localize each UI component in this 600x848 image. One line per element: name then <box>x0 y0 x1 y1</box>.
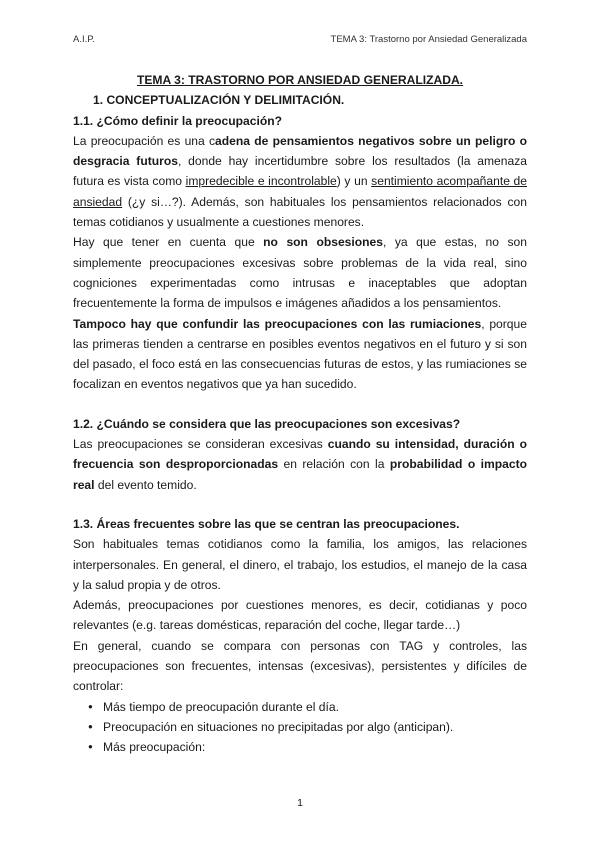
paragraph-minor-issues: Además, preocupaciones por cuestiones menores, es decir, cotidianas y poco relevantes (e.g. tareas domésticas, reparación del coche, llegar tarde…) <box>73 598 527 633</box>
list-item: ● Más tiempo de preocupación durante el día. <box>73 697 527 717</box>
header-right: TEMA 3: Trastorno por Ansiedad Generalizada <box>330 34 527 45</box>
document-title: TEMA 3: TRASTORNO POR ANSIEDAD GENERALIZADA. <box>136 73 464 87</box>
paragraph-excessive: Las preocupaciones se consideran excesivas cuando su intensidad, duración o frecuencia son desproporcionadas en relación con la probabilidad o impacto real del evento temido. <box>73 437 528 492</box>
list-item: ● Preocupación en situaciones no precipitadas por algo (anticipan). <box>73 717 527 737</box>
paragraph-rumination: Tampoco hay que confundir las preocupaciones con las rumiaciones, porque las primeras tienden a centrarse en posibles eventos negativos en el futuro y si son del pasado, el foco está en las consecuencias futuras de estos, y las rumiaciones se focalizan en eventos negativos que ya han sucedido. <box>73 316 527 392</box>
section-heading-1: 1. CONCEPTUALIZACIÓN Y DELIMITACIÓN. <box>93 93 345 108</box>
page-number: 1 <box>297 797 303 809</box>
header-left: A.I.P. <box>73 34 96 45</box>
bullet-list <box>73 697 527 758</box>
section-heading-1-2: 1.2. ¿Cuándo se considera que las preocupaciones son excesivas? <box>73 416 461 431</box>
section-heading-1-1: 1.1. ¿Cómo definir la preocupación? <box>73 113 282 128</box>
paragraph-obsessions: Hay que tener en cuenta que no son obsesiones, ya que estas, no son simplemente preocupaciones excesivas sobre problemas de la vida real, sino cogniciones experimentadas como intrusas e inaceptables que adoptan frecuentemente la forma de impulsos e imágenes añadidos a los pensamientos. <box>73 235 527 311</box>
paragraph-definition: La preocupación es una cadena de pensamientos negativos sobre un peligro o desgracia futuros, donde hay incertidumbre sobre los resultados (la amenaza futura es vista como impredecible e incontrolable) y un sentimiento acompañante de ansiedad (¿y si…?). Además, son habituales los pensamientos relacionados con temas cotidianos y usualmente a cuestiones menores. <box>73 133 528 230</box>
paragraph-comparison: En general, cuando se compara con personas con TAG y controles, las preocupaciones son frecuentes, intensas (excesivas), persistentes y difíciles de controlar: <box>73 638 527 694</box>
document-body <box>73 70 527 758</box>
section-heading-1-3: 1.3. Áreas frecuentes sobre las que se centran las preocupaciones. <box>73 516 460 531</box>
list-item: ● Más preocupación: <box>73 737 527 757</box>
paragraph-themes: Son habituales temas cotidianos como la familia, los amigos, las relaciones interpersonales. En general, el dinero, el trabajo, los estudios, el manejo de la casa y la salud propia y de otros. <box>73 537 527 592</box>
